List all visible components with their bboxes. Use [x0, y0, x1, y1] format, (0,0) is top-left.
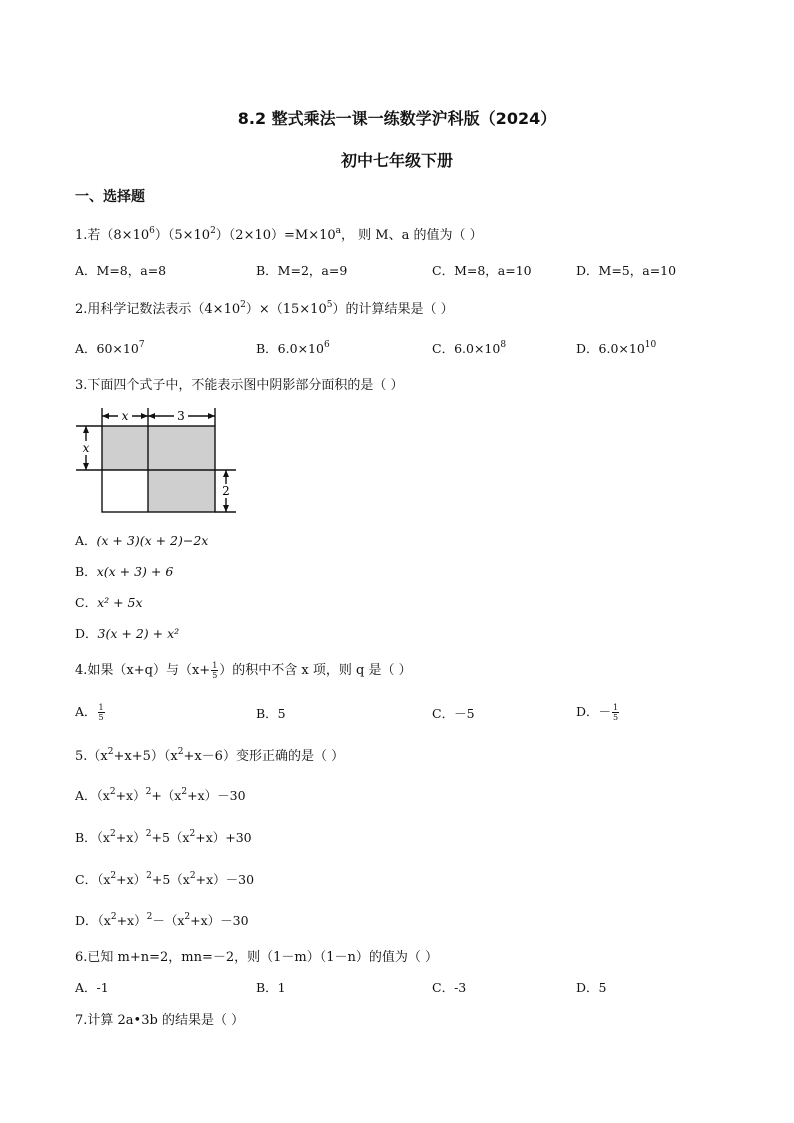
q6-option-d[interactable]: D．5	[576, 980, 607, 995]
question-4: 4.如果（x+q）与（x+ $\frac{1}{5}$ ）的积中不含 x 项，则 q 是（ ）	[75, 661, 412, 680]
page-subtitle: 初中七年级下册	[340, 151, 453, 170]
q3-option-b[interactable]: B．x(x + 3) + 6	[75, 564, 174, 579]
question-6: 6.已知 m+n=2，mn=－2，则（1－m）（1－n）的值为（ ）	[75, 950, 439, 965]
q1-option-c[interactable]: C．M=8，a=10	[432, 263, 532, 278]
q3-option-d[interactable]: D．3(x + 2) + x²	[75, 626, 180, 641]
q2-option-c[interactable]: C．$6.0\times 10^8$	[432, 340, 507, 356]
q4-option-c[interactable]: C．－5	[432, 706, 475, 721]
q5-option-a[interactable]: A．$(x^2+x)^2+(x^2+x)-30$	[75, 787, 246, 803]
q3-option-a[interactable]: A．(x + 3)(x + 2)−2x	[75, 533, 209, 548]
page-title: 8.2 整式乘法一课一练数学沪科版（2024）	[237, 109, 557, 128]
shaded-rect-3x	[148, 426, 215, 470]
question-3: 3.下面四个式子中，不能表示图中阴影部分面积的是（ ）	[75, 378, 404, 393]
shaded-square-xx	[102, 426, 148, 470]
q2-option-b[interactable]: B．$6.0\times 10^6$	[256, 340, 330, 356]
q6-option-a[interactable]: A．-1	[75, 980, 109, 995]
q4-option-a[interactable]: A． $\frac{1}{5}$	[75, 703, 104, 722]
q1-option-a[interactable]: A．M=8，a=8	[75, 263, 167, 278]
label-x-side: x	[82, 441, 90, 455]
area-figure	[74, 404, 244, 516]
question-7: 7.计算 2a•3b 的结果是（ ）	[75, 1013, 245, 1028]
q2-option-d[interactable]: D．$6.0\times 10^{10}$	[576, 340, 657, 356]
q2-option-a[interactable]: A．$60\times 10^7$	[75, 340, 145, 356]
q3-option-c[interactable]: C．x² + 5x	[75, 595, 143, 610]
label-x-top: x	[121, 409, 129, 423]
q4-option-d[interactable]: D．－ $\frac{1}{5}$	[576, 703, 619, 722]
q4-option-b[interactable]: B．5	[256, 706, 286, 721]
label-3: 3	[177, 409, 185, 423]
q6-option-c[interactable]: C．-3	[432, 980, 467, 995]
question-1: 1.若$(8\times 10^6)(5\times 10^2)(2\times 10)=M\times 10^a$， 则 M、a 的值为（ ）	[75, 226, 483, 243]
question-5: $5.(x^2+x+5)(x^2+x-6)$变形正确的是（ ）	[75, 747, 345, 764]
q1-option-b[interactable]: B．M=2，a=9	[256, 263, 348, 278]
label-2: 2	[222, 484, 230, 498]
fraction: $\frac{1}{5}$	[212, 661, 218, 680]
q1-option-d[interactable]: D．M=5，a=10	[576, 263, 677, 278]
q6-option-b[interactable]: B．1	[256, 980, 286, 995]
question-2: 2.用科学记数法表示$(4\times 10^2)\times(15\times 10^5)$的计算结果是（ ）	[75, 300, 454, 317]
q5-option-b[interactable]: B．$(x^2+x)^2+5(x^2+x)+30$	[75, 829, 252, 845]
q5-option-c[interactable]: C．$(x^2+x)^2+5(x^2+x)-30$	[75, 871, 255, 887]
section-title: 一、选择题	[75, 189, 145, 205]
shaded-rect-3x2	[148, 470, 215, 512]
q5-option-d[interactable]: D．$(x^2+x)^2-(x^2+x)-30$	[75, 912, 249, 928]
